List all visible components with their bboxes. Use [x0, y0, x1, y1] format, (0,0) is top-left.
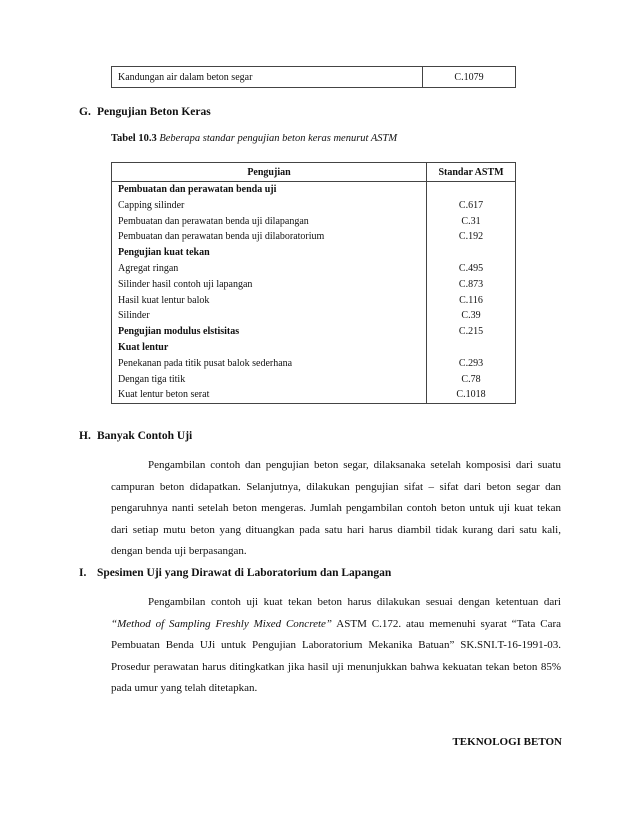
table-row — [112, 261, 516, 277]
section-letter: I. — [79, 567, 87, 579]
table-row — [112, 67, 516, 88]
table-row — [112, 308, 516, 324]
standard-cell — [427, 245, 516, 261]
standard-cell: C.1079 — [423, 67, 516, 88]
standard-cell: C.31 — [427, 214, 516, 230]
test-cell: Kuat lentur — [112, 340, 427, 356]
footer-title: TEKNOLOGI BETON — [452, 736, 562, 748]
table-row — [112, 293, 516, 309]
table-row — [112, 229, 516, 245]
test-cell: Pembuatan dan perawatan benda uji dilaboratorium — [112, 229, 427, 245]
test-cell: Pengujian kuat tekan — [112, 245, 427, 261]
standard-cell: C.78 — [427, 372, 516, 388]
test-cell: Silinder hasil contoh uji lapangan — [112, 277, 427, 293]
section-title: Spesimen Uji yang Dirawat di Laboratorium dan Lapangan — [97, 567, 392, 579]
standard-cell: C.873 — [427, 277, 516, 293]
section-i-heading — [79, 567, 391, 579]
table-row — [112, 387, 516, 403]
section-g-heading — [79, 106, 211, 118]
test-cell: Silinder — [112, 308, 427, 324]
header-pengujian: Pengujian — [112, 163, 427, 182]
test-cell: Pengujian modulus elstisitas — [112, 324, 427, 340]
standard-cell: C.215 — [427, 324, 516, 340]
paragraph-text-1: Pengambilan contoh uji kuat tekan beton harus dilakukan sesuai dengan ketentuan dari — [148, 596, 561, 608]
section-title: Banyak Contoh Uji — [97, 430, 193, 442]
test-cell: Kuat lentur beton serat — [112, 387, 427, 403]
table-header-row — [112, 163, 516, 182]
table-row — [112, 356, 516, 372]
test-cell: Penekanan pada titik pusat balok sederhana — [112, 356, 427, 372]
table-row — [112, 324, 516, 340]
continued-table — [111, 66, 516, 88]
standard-cell: C.617 — [427, 198, 516, 214]
test-cell: Pembuatan dan perawatan benda uji dilapangan — [112, 214, 427, 230]
standard-cell: C.293 — [427, 356, 516, 372]
section-h-heading — [79, 430, 192, 442]
table-body — [112, 182, 516, 404]
table-row — [112, 198, 516, 214]
caption-number: Tabel 10.3 — [111, 133, 157, 144]
section-letter: G. — [79, 106, 91, 118]
standard-cell — [427, 182, 516, 198]
astm-standards-table — [111, 162, 516, 404]
caption-text: Beberapa standar pengujian beton keras menurut ASTM — [159, 133, 398, 144]
standard-cell — [427, 340, 516, 356]
table-row — [112, 340, 516, 356]
section-i-paragraph — [111, 592, 561, 700]
standard-cell: C.495 — [427, 261, 516, 277]
test-cell: Dengan tiga titik — [112, 372, 427, 388]
table-caption — [111, 133, 397, 144]
test-cell: Kandungan air dalam beton segar — [112, 67, 423, 88]
test-cell: Agregat ringan — [112, 261, 427, 277]
paragraph-text: Pengambilan contoh dan pengujian beton segar, dilaksanaka setelah komposisi dari suatu campuran beton didapatkan. Selanjutnya, dilakukan pengujian sifat – sifat dari beton segar dan pengaruhnya nanti setelah beton mengeras. Jumlah pengambilan contoh beton untuk uji kuat tekan dari setiap mutu beton yang dituangkan pada satu hari harus diambil tidak kurang dari satu kali, dengan benda uji berpasangan. — [111, 459, 561, 558]
standard-cell: C.1018 — [427, 387, 516, 403]
test-cell: Capping silinder — [112, 198, 427, 214]
paragraph-italic-title: “Method of Sampling Freshly Mixed Concrete” — [111, 617, 333, 630]
table-row — [112, 214, 516, 230]
header-standar-astm: Standar ASTM — [427, 163, 516, 182]
section-h-paragraph — [111, 455, 561, 563]
test-cell: Hasil kuat lentur balok — [112, 293, 427, 309]
section-letter: H. — [79, 430, 91, 442]
section-title: Pengujian Beton Keras — [97, 106, 211, 118]
standard-cell: C.39 — [427, 308, 516, 324]
standard-cell: C.116 — [427, 293, 516, 309]
standard-cell: C.192 — [427, 229, 516, 245]
table-row — [112, 372, 516, 388]
test-cell: Pembuatan dan perawatan benda uji — [112, 182, 427, 198]
table-row — [112, 245, 516, 261]
table-row — [112, 182, 516, 198]
paragraph-text-2: ASTM C.172. atau memenuhi syarat “Tata Cara Pembuatan Benda UJi untuk Pengujian Laboratorium Mekanika Batuan” SK.SNI.T-16-1991-03. Prosedur perawatan harus ditingkatkan jika hasil uji menunjukkan bahwa kekuatan tekan beton 85% pada umur yang telah ditetapkan. — [111, 617, 561, 695]
table-row — [112, 277, 516, 293]
